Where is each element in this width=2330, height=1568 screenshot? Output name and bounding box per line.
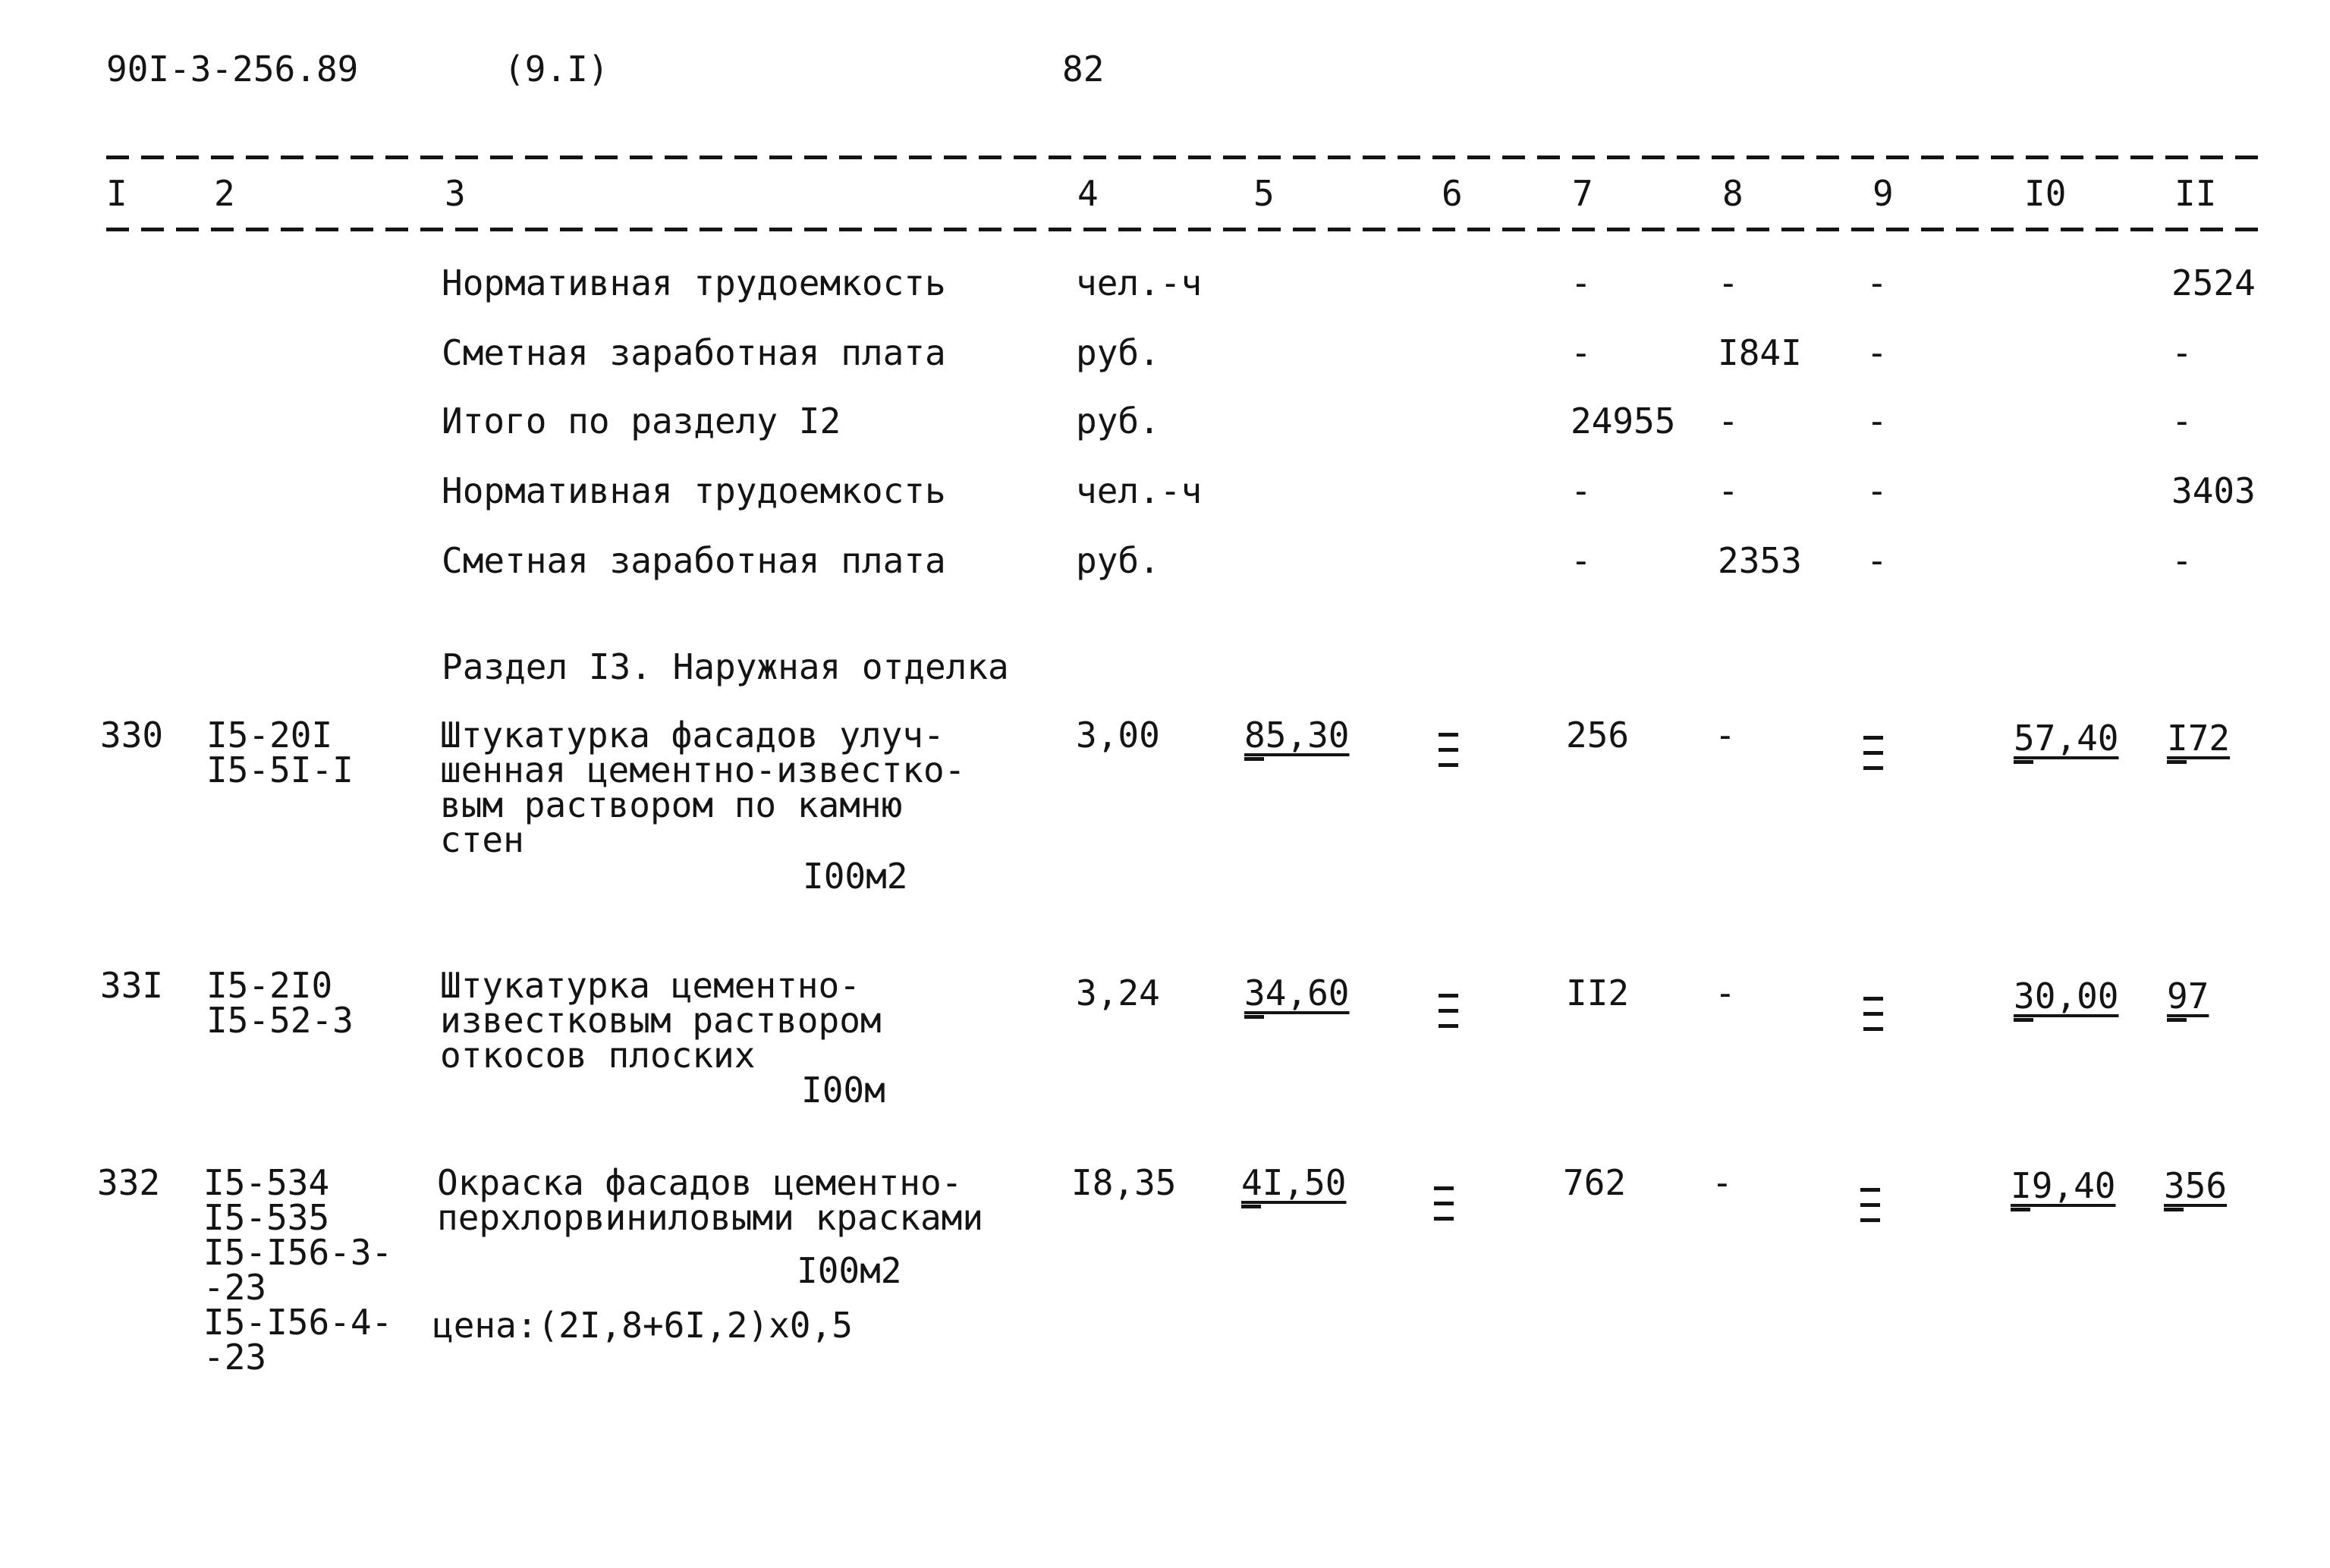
item-qty: 3,24 xyxy=(1076,973,1160,1013)
col-header-9: 9 xyxy=(1872,173,1894,214)
col6-equals-mark xyxy=(1434,1186,1454,1224)
item-measure: I00м xyxy=(801,1070,885,1111)
item-col11-fraction xyxy=(2167,976,2209,1017)
item-code: -23 xyxy=(203,1267,267,1308)
summary-col8: 2353 xyxy=(1718,540,1802,581)
item-code: I5-I56-4- xyxy=(203,1302,393,1343)
item-code: -23 xyxy=(203,1337,267,1378)
summary-col11: 2524 xyxy=(2171,262,2256,303)
summary-unit: чел.-ч xyxy=(1076,470,1203,511)
item-code: I5-534 xyxy=(203,1162,330,1203)
item-desc-line: откосов плоских xyxy=(440,1035,756,1076)
item-codes xyxy=(206,715,354,790)
denominator-dash xyxy=(2011,1208,2030,1211)
summary-label: Сметная заработная плата xyxy=(442,332,946,373)
summary-col9: - xyxy=(1866,332,1888,373)
summary-label: Нормативная трудоемкость xyxy=(442,262,946,303)
item-desc-line: известковым раствором xyxy=(440,1000,882,1041)
summary-col11: 3403 xyxy=(2171,470,2256,511)
item-col8: - xyxy=(1715,715,1736,756)
col-header-10: I0 xyxy=(2024,173,2067,214)
header-top-rule xyxy=(106,156,2265,159)
item-desc-line: перхлорвиниловыми красками xyxy=(437,1197,984,1238)
item-number: 332 xyxy=(97,1162,161,1203)
denominator-dash xyxy=(1244,757,1264,761)
item-description xyxy=(437,1162,984,1238)
col-header-5: 5 xyxy=(1253,173,1275,214)
summary-label: Итого по разделу I2 xyxy=(442,401,841,441)
denominator-dash xyxy=(2167,760,2187,764)
item-col10-value: I9,40 xyxy=(2011,1165,2116,1206)
item-code: I5-2I0 xyxy=(206,965,333,1006)
summary-col9: - xyxy=(1866,540,1888,581)
item-col7: 256 xyxy=(1566,715,1630,756)
item-desc-line: шенная цементно-известко- xyxy=(440,749,966,790)
item-qty: 3,00 xyxy=(1076,715,1160,756)
summary-col8: - xyxy=(1718,262,1739,303)
summary-col11: - xyxy=(2171,540,2193,581)
price-note: цена:(2I,8+6I,2)х0,5 xyxy=(432,1305,853,1346)
section-ref: (9.I) xyxy=(504,49,609,90)
summary-col9: - xyxy=(1866,470,1888,511)
col6-equals-mark xyxy=(1439,733,1458,771)
section-title: Раздел I3. Наружная отделка xyxy=(442,646,1009,687)
col-header-2: 2 xyxy=(214,173,235,214)
item-desc-line: Окраска фасадов цементно- xyxy=(437,1162,963,1203)
page-number: 82 xyxy=(1062,49,1105,90)
item-codes xyxy=(203,1162,393,1378)
col6-equals-mark xyxy=(1439,994,1458,1032)
item-col7: II2 xyxy=(1566,973,1630,1013)
summary-label: Сметная заработная плата xyxy=(442,540,946,581)
item-code: I5-5I-I xyxy=(206,749,354,790)
summary-col7: - xyxy=(1571,470,1592,511)
item-col5-fraction xyxy=(1244,715,1350,756)
item-col11-fraction xyxy=(2167,718,2231,759)
item-measure: I00м2 xyxy=(803,856,908,897)
item-col7: 762 xyxy=(1563,1162,1627,1203)
item-col10-value: 30,00 xyxy=(2014,976,2119,1017)
summary-unit: чел.-ч xyxy=(1076,262,1203,303)
summary-col7: - xyxy=(1571,262,1592,303)
header-bottom-rule xyxy=(106,228,2265,231)
item-desc-line: стен xyxy=(440,819,524,860)
item-col10-fraction xyxy=(2014,718,2119,759)
item-qty: I8,35 xyxy=(1071,1162,1177,1203)
item-col8: - xyxy=(1715,973,1736,1013)
denominator-dash xyxy=(2164,1208,2184,1211)
item-col8: - xyxy=(1712,1162,1733,1203)
item-col5-value: 85,30 xyxy=(1244,715,1350,756)
col-header-6: 6 xyxy=(1442,173,1463,214)
item-description xyxy=(440,715,966,860)
item-col11-value: 356 xyxy=(2164,1165,2228,1206)
summary-col9: - xyxy=(1866,262,1888,303)
summary-col7: 24955 xyxy=(1571,401,1676,441)
summary-col11: - xyxy=(2171,332,2193,373)
item-code: I5-20I xyxy=(206,715,333,756)
col-header-3: 3 xyxy=(445,173,466,214)
item-desc-line: Штукатурка фасадов улуч- xyxy=(440,715,945,756)
col-header-1: I xyxy=(106,173,127,214)
item-codes xyxy=(206,965,354,1041)
summary-col11: - xyxy=(2171,401,2193,441)
summary-unit: руб. xyxy=(1076,401,1160,441)
item-measure: I00м2 xyxy=(797,1250,902,1291)
item-col10-fraction xyxy=(2011,1165,2116,1206)
summary-col8: - xyxy=(1718,401,1739,441)
item-description xyxy=(440,965,882,1076)
denominator-dash xyxy=(1244,1015,1264,1019)
item-code: I5-52-3 xyxy=(206,1000,354,1041)
doc-code: 90I-3-256.89 xyxy=(106,49,359,90)
item-code: I5-I56-3- xyxy=(203,1232,393,1273)
denominator-dash xyxy=(2014,1018,2033,1022)
item-col11-value: 97 xyxy=(2167,976,2209,1017)
summary-col7: - xyxy=(1571,540,1592,581)
item-desc-line: Штукатурка цементно- xyxy=(440,965,860,1006)
item-number: 330 xyxy=(100,715,164,756)
col9-equals-mark xyxy=(1863,997,1883,1035)
item-number: 33I xyxy=(100,965,164,1006)
summary-col9: - xyxy=(1866,401,1888,441)
denominator-dash xyxy=(1241,1205,1261,1208)
item-col5-value: 34,60 xyxy=(1244,973,1350,1013)
summary-col7: - xyxy=(1571,332,1592,373)
col-header-11: II xyxy=(2174,173,2217,214)
summary-col8: - xyxy=(1718,470,1739,511)
col-header-4: 4 xyxy=(1077,173,1099,214)
item-col5-value: 4I,50 xyxy=(1241,1162,1347,1203)
summary-unit: руб. xyxy=(1076,332,1160,373)
summary-unit: руб. xyxy=(1076,540,1160,581)
denominator-dash xyxy=(2167,1018,2187,1022)
summary-label: Нормативная трудоемкость xyxy=(442,470,946,511)
item-col5-fraction xyxy=(1244,973,1350,1013)
denominator-dash xyxy=(2014,760,2033,764)
item-col5-fraction xyxy=(1241,1162,1347,1203)
col-header-8: 8 xyxy=(1722,173,1744,214)
summary-col8: I84I xyxy=(1718,332,1802,373)
col9-equals-mark xyxy=(1863,736,1883,774)
item-code: I5-535 xyxy=(203,1197,330,1238)
col-header-7: 7 xyxy=(1572,173,1593,214)
col9-equals-mark xyxy=(1860,1188,1880,1226)
item-col11-fraction xyxy=(2164,1165,2228,1206)
item-desc-line: вым раствором по камню xyxy=(440,784,903,825)
item-col10-fraction xyxy=(2014,976,2119,1017)
item-col11-value: I72 xyxy=(2167,718,2231,759)
item-col10-value: 57,40 xyxy=(2014,718,2119,759)
